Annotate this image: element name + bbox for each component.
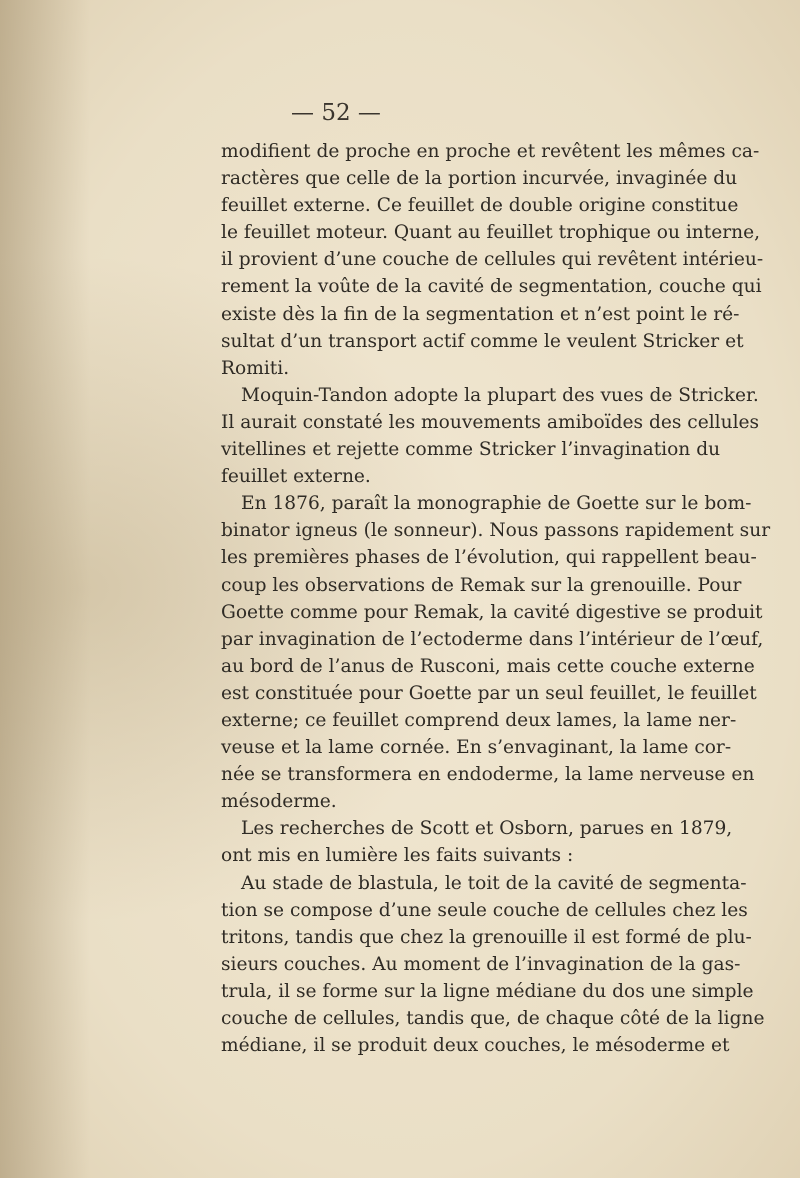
page-shadow (0, 0, 90, 1178)
text-line: née se transformera en endoderme, la lame nerveuse en (221, 764, 755, 786)
text-line: sultat d’un transport actif comme le veulent Stricker et (221, 330, 744, 352)
text-line: binator igneus (le sonneur). Nous passons rapidement sur (221, 520, 771, 542)
text-line: tritons, tandis que chez la grenouille il est formé de plu- (221, 926, 752, 948)
text-line: vitellines et rejette comme Stricker l’invagination du (221, 439, 721, 461)
text-line: feuillet externe. (221, 466, 371, 488)
text-line: les premières phases de l’évolution, qui rappellent beau- (221, 547, 757, 569)
text-line: Moquin-Tandon adopte la plupart des vues de Stricker. (241, 384, 759, 406)
text-line: Au stade de blastula, le toit de la cavité de segmenta- (241, 872, 747, 894)
text-line: sieurs couches. Au moment de l’invagination de la gas- (221, 953, 741, 975)
text-line: Il aurait constaté les mouvements amiboïdes des cellules (221, 411, 760, 433)
page-number: — 52 — (291, 100, 381, 126)
body-text (221, 138, 771, 1059)
text-line: est constituée pour Goette par un seul feuillet, le feuillet (221, 682, 757, 704)
text-line: veuse et la lame cornée. En s’envaginant, la lame cor- (221, 737, 732, 759)
text-line: mésoderme. (221, 791, 337, 813)
text-line: Les recherches de Scott et Osborn, parues en 1879, (241, 818, 733, 840)
text-line: En 1876, paraît la monographie de Goette sur le bom- (241, 493, 752, 515)
text-line: le feuillet moteur. Quant au feuillet trophique ou interne, (221, 222, 761, 244)
text-line: Goette comme pour Remak, la cavité digestive se produit (221, 601, 763, 623)
text-line: modifient de proche en proche et revêtent les mêmes ca- (221, 141, 760, 162)
text-line: Romiti. (221, 357, 290, 379)
text-line: au bord de l’anus de Rusconi, mais cette couche externe (221, 655, 755, 677)
text-line: feuillet externe. Ce feuillet de double origine constitue (221, 195, 739, 217)
text-line: ont mis en lumière les faits suivants : (221, 845, 574, 867)
text-line: coup les observations de Remak sur la grenouille. Pour (221, 574, 742, 596)
text-line: par invagination de l’ectoderme dans l’intérieur de l’œuf, (221, 628, 764, 650)
text-line: externe; ce feuillet comprend deux lames, la lame ner- (221, 709, 737, 731)
text-line: médiane, il se produit deux couches, le mésoderme et (221, 1035, 730, 1057)
text-line: il provient d’une couche de cellules qui revêtent intérieu- (221, 249, 764, 271)
text-line: existe dès la fin de la segmentation et n’est point le ré- (221, 303, 740, 325)
text-line: ractères que celle de la portion incurvée, invaginée du (221, 168, 738, 190)
text-line: trula, il se forme sur la ligne médiane du dos une simple (221, 980, 754, 1002)
text-line: rement la voûte de la cavité de segmentation, couche qui (221, 276, 762, 298)
text-line: couche de cellules, tandis que, de chaque côté de la ligne (221, 1008, 765, 1029)
text-line: tion se compose d’une seule couche de cellules chez les (221, 899, 748, 921)
